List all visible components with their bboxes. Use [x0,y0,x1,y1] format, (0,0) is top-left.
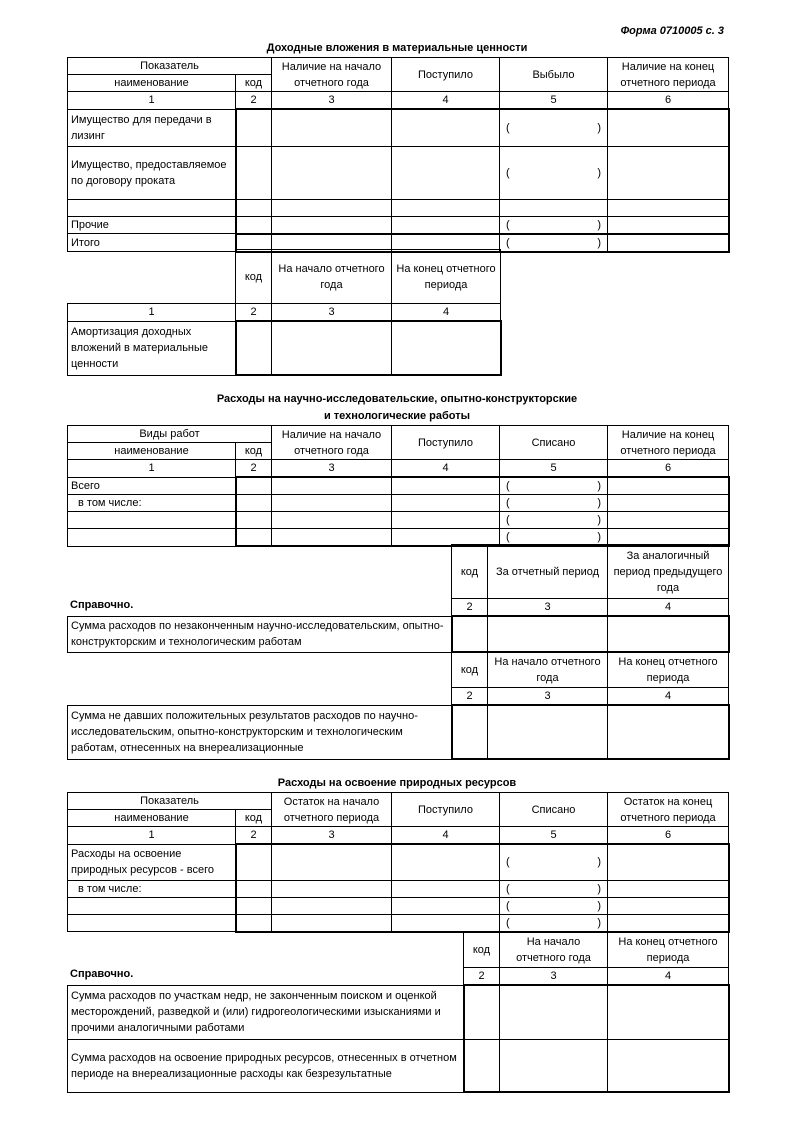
rnd-reference-row1 [67,615,730,653]
value-cell[interactable] [392,495,500,512]
value-cell[interactable] [392,109,500,146]
header-col4: За аналогичный период предыдущего года [608,545,729,599]
value-cell[interactable] [608,844,729,880]
value-cell[interactable] [608,216,729,234]
value-cell[interactable] [392,512,500,529]
value-cell[interactable] [272,914,392,932]
rnd-reference2-header [451,651,729,705]
col-number: 6 [608,827,729,845]
table-row [68,897,729,914]
section1-title: Доходные вложения в материальные ценности [266,42,528,54]
value-cell[interactable] [272,844,392,880]
col-number: 3 [272,460,392,478]
row-label [68,914,236,932]
amortization-table [67,249,502,376]
row-label: в том числе: [68,495,236,512]
header-name: наименование [68,443,236,460]
section3-title: Расходы на освоение природных ресурсов [277,777,517,789]
col-number: 4 [392,304,501,322]
value-cell[interactable] [272,146,392,199]
header-col3: На начало отчетного года [272,250,392,304]
reference-label: Справочно. [70,599,134,611]
header-name: наименование [68,810,236,827]
table-row [68,844,729,880]
table-row [68,216,729,234]
value-cell[interactable] [608,512,729,529]
value-cell[interactable] [392,146,500,199]
code-cell[interactable] [236,477,272,495]
natural-resources-reference-header [463,931,729,985]
value-cell[interactable] [272,477,392,495]
code-cell[interactable] [236,321,272,375]
row-label: Амортизация доходных вложений в материальные ценности [68,321,236,375]
code-cell[interactable] [236,844,272,880]
header-code: код [236,443,272,460]
value-cell[interactable]: ( ) [500,109,608,146]
value-cell[interactable] [272,495,392,512]
col-number: 3 [272,304,392,322]
header-indicator: Показатель [68,58,272,75]
row-label: Сумма расходов на освоение природных ресурсов, отнесенных в отчетном периоде на внереализационные расходы как безрезультатные [68,1039,464,1092]
value-cell[interactable] [392,880,500,897]
header-col4: Поступило [392,793,500,827]
form-number: Форма 0710005 с. 3 [620,25,724,37]
col-number: 4 [392,460,500,478]
value-cell[interactable] [392,914,500,932]
table-row [68,512,729,529]
col-number: 4 [392,827,500,845]
col-number: 4 [392,92,500,110]
col-number: 4 [608,599,729,616]
col-number: 4 [608,688,729,705]
header-col5: Списано [500,793,608,827]
row-label: Имущество, предоставляемое по договору проката [68,146,236,199]
code-cell[interactable] [464,985,500,1039]
row-label: Расходы на освоение природных ресурсов - всего [68,844,236,880]
value-cell[interactable] [500,1039,608,1092]
table-row [68,199,729,216]
col-number: 2 [452,599,488,616]
value-cell[interactable] [488,705,608,759]
header-code: код [236,810,272,827]
value-cell[interactable] [272,321,392,375]
header-col3: Наличие на начало отчетного года [272,426,392,460]
natural-resources-reference-rows [67,984,730,1093]
value-cell[interactable] [392,216,500,234]
col-number: 2 [236,827,272,845]
row-label: Всего [68,477,236,495]
table-row [68,616,729,652]
col-number: 1 [68,304,236,322]
col-number: 5 [500,460,608,478]
table-row [68,495,729,512]
code-cell[interactable] [236,880,272,897]
value-cell[interactable] [608,234,729,252]
col-number: 5 [500,827,608,845]
value-cell[interactable]: ( ) [500,146,608,199]
header-col6: Наличие на конец отчетного периода [608,426,729,460]
value-cell[interactable] [608,146,729,199]
value-cell[interactable] [392,321,501,375]
col-number: 2 [236,304,272,322]
header-code: код [236,250,272,304]
code-cell[interactable] [452,616,488,652]
col-number: 2 [236,460,272,478]
header-col5: Выбыло [500,58,608,92]
table-row [68,880,729,897]
value-cell[interactable]: ( ) [500,234,608,252]
value-cell[interactable] [272,216,392,234]
section2-title-line1: Расходы на научно-исследовательские, опытно-конструкторские [216,393,578,405]
table-row [68,914,729,932]
value-cell[interactable] [392,477,500,495]
header-code: код [452,545,488,599]
header-col4: Поступило [392,58,500,92]
header-col5: Списано [500,426,608,460]
value-cell[interactable] [608,914,729,932]
value-cell[interactable] [608,109,729,146]
section2-title-line2: и технологические работы [323,410,471,422]
col-number: 1 [68,460,236,478]
rnd-table [67,425,730,547]
value-cell[interactable] [608,985,729,1039]
row-label: Прочие [68,216,236,234]
table-row [68,321,501,375]
value-cell[interactable]: ( ) [500,844,608,880]
code-cell[interactable] [236,109,272,146]
code-cell[interactable] [452,705,488,759]
code-cell[interactable] [236,146,272,199]
header-col4: На конец отчетного периода [392,250,501,304]
table-row [68,985,729,1039]
value-cell[interactable] [272,880,392,897]
value-cell[interactable] [608,199,729,216]
table-row [68,146,729,199]
col-number: 3 [488,688,608,705]
value-cell[interactable]: ( ) [500,495,608,512]
col-number: 2 [452,688,488,705]
row-label [68,512,236,529]
col-number: 5 [500,92,608,110]
header-name: наименование [68,75,236,92]
header-col4: Поступило [392,426,500,460]
value-cell[interactable] [608,705,729,759]
value-cell[interactable] [488,616,608,652]
value-cell[interactable] [608,880,729,897]
table-row [68,705,729,759]
value-cell[interactable]: ( ) [500,477,608,495]
value-cell[interactable]: ( ) [500,897,608,914]
code-cell[interactable] [236,199,272,216]
header-col4: На конец отчетного периода [608,932,729,968]
value-cell[interactable] [392,844,500,880]
code-cell[interactable] [236,914,272,932]
value-cell[interactable]: ( ) [500,880,608,897]
header-code: код [236,75,272,92]
row-label: Сумма расходов по участкам недр, не законченным поиском и оценкой месторождений, разведкой и (или) гидрогеологическими изысканиями и прочими аналогичными работами [68,985,464,1039]
header-col4: На конец отчетного периода [608,652,729,688]
header-code: код [464,932,500,968]
table-row [68,109,729,146]
natural-resources-table [67,792,730,933]
col-number: 3 [272,827,392,845]
value-cell[interactable]: ( ) [500,529,608,547]
code-cell[interactable] [236,897,272,914]
header-col3: Наличие на начало отчетного года [272,58,392,92]
value-cell[interactable] [608,897,729,914]
value-cell[interactable]: ( ) [500,512,608,529]
header-code: код [452,652,488,688]
value-cell[interactable] [608,477,729,495]
col-number: 3 [272,92,392,110]
col-number: 2 [464,968,500,985]
col-number: 6 [608,92,729,110]
code-cell[interactable] [236,216,272,234]
code-cell[interactable] [236,512,272,529]
value-cell[interactable]: ( ) [500,914,608,932]
reference-label: Справочно. [70,968,134,980]
col-number: 3 [488,599,608,616]
header-col3: За отчетный период [488,545,608,599]
value-cell[interactable] [392,199,500,216]
col-number: 6 [608,460,729,478]
value-cell[interactable] [608,616,729,652]
col-number: 3 [500,968,608,985]
value-cell[interactable] [608,1039,729,1092]
row-label [68,529,236,547]
col-number: 2 [236,92,272,110]
header-indicator: Виды работ [68,426,272,443]
income-investments-table [67,57,730,253]
header-col6: Наличие на конец отчетного периода [608,58,729,92]
header-col3: На начало отчетного года [500,932,608,968]
row-label: Сумма не давших положительных результатов расходов по научно-исследовательским, опытно-конструкторским и технологическим работам, отнесенных на внереализационные [68,705,452,759]
code-cell[interactable] [236,529,272,547]
value-cell[interactable] [272,897,392,914]
value-cell[interactable] [608,495,729,512]
header-col3: На начало отчетного года [488,652,608,688]
code-cell[interactable] [464,1039,500,1092]
table-row [68,1039,729,1092]
col-number: 1 [68,92,236,110]
col-number: 1 [68,827,236,845]
value-cell[interactable] [500,199,608,216]
table-row [68,477,729,495]
header-col6: Остаток на конец отчетного периода [608,793,729,827]
rnd-reference-row2 [67,704,730,760]
value-cell[interactable] [392,897,500,914]
col-number: 4 [608,968,729,985]
header-col3: Остаток на начало отчетного периода [272,793,392,827]
value-cell[interactable] [272,512,392,529]
row-label: Итого [68,234,236,252]
row-label: Имущество для передачи в лизинг [68,109,236,146]
header-indicator: Показатель [68,793,272,810]
code-cell[interactable] [236,495,272,512]
value-cell[interactable] [272,199,392,216]
value-cell[interactable] [500,985,608,1039]
rnd-reference-header [451,544,729,616]
value-cell[interactable]: ( ) [500,216,608,234]
row-label: Сумма расходов по незаконченным научно-исследовательским, опытно-конструкторским и технологическим работам [68,616,452,652]
row-label [68,199,236,216]
value-cell[interactable] [272,529,392,547]
value-cell[interactable] [272,109,392,146]
row-label [68,897,236,914]
row-label: в том числе: [68,880,236,897]
